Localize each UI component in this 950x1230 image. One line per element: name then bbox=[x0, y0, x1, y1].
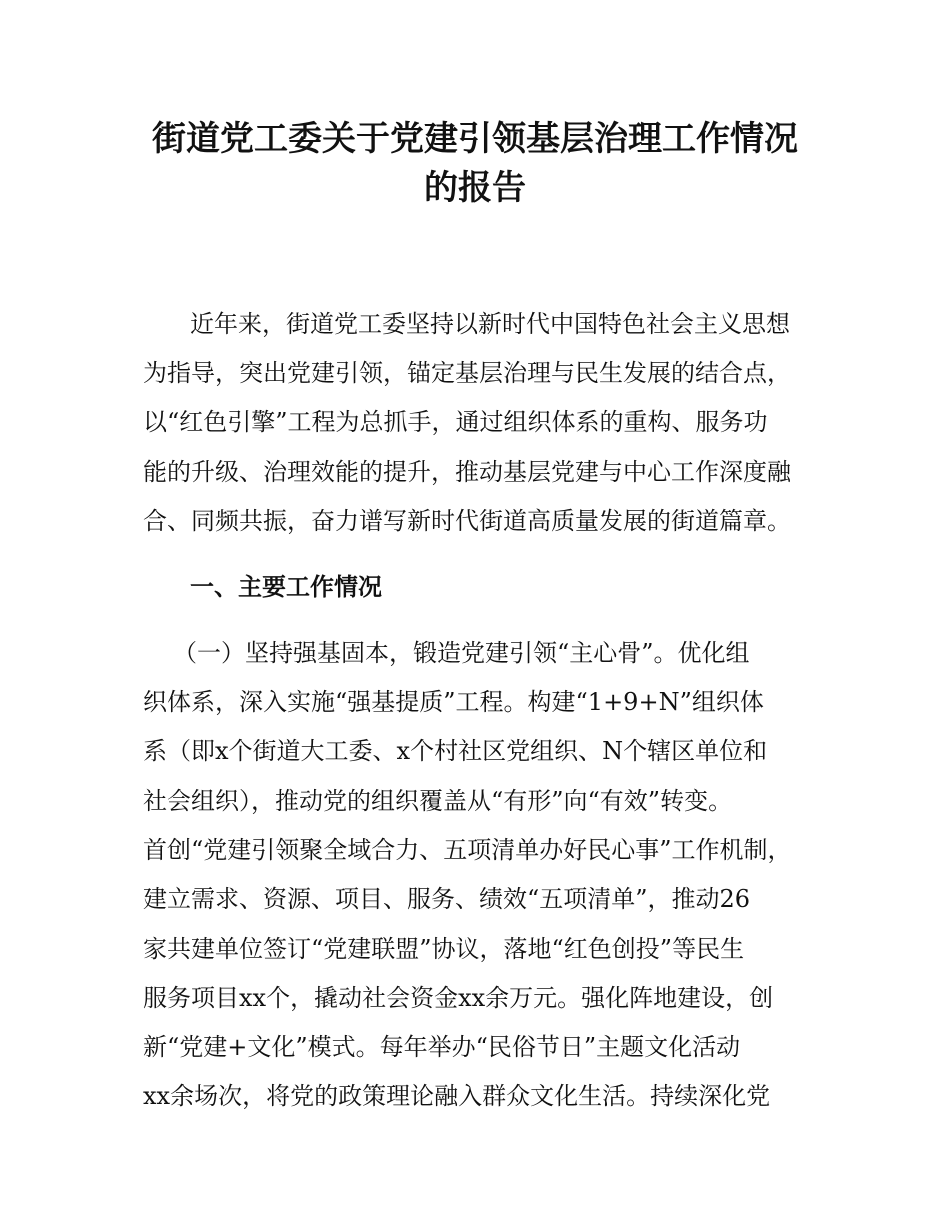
paragraph-line: 织体系，深入实施“强基提质”工程。构建“1+9+N”组织体 bbox=[143, 688, 764, 716]
paragraph-line: 家共建单位签订“党建联盟”协议，落地“红色创投”等民生 bbox=[143, 935, 745, 963]
paragraph-line: 系（即x个街道大工委、x个村社区党组织、N个辖区单位和 bbox=[143, 737, 768, 765]
paragraph-line: （一）坚持强基固本，锻造党建引领“主心骨”。优化组 bbox=[173, 639, 750, 667]
paragraph-line: 合、同频共振，奋力谱写新时代街道高质量发展的街道篇章。 bbox=[143, 507, 791, 535]
paragraph-line: 为指导，突出党建引领，锚定基层治理与民生发展的结合点， bbox=[143, 359, 791, 387]
document-title-line-2: 的报告 bbox=[424, 168, 526, 208]
paragraph-line: 社会组织），推动党的组织覆盖从“有形”向“有效”转变。 bbox=[143, 787, 733, 815]
paragraph-line: 服务项目xx个，撬动社会资金xx余万元。强化阵地建设，创 bbox=[143, 984, 774, 1012]
document-title-line-1: 街道党工委关于党建引领基层治理工作情况 bbox=[152, 119, 798, 159]
paragraph-line: 以“红色引擎”工程为总抓手，通过组织体系的重构、服务功 bbox=[143, 408, 768, 436]
paragraph-line: xx余场次，将党的政策理论融入群众文化生活。持续深化党 bbox=[143, 1082, 771, 1110]
section-heading: 一、主要工作情况 bbox=[190, 573, 382, 601]
paragraph-line: 建立需求、资源、项目、服务、绩效“五项清单”，推动26 bbox=[143, 885, 751, 913]
paragraph-line: 首创“党建引领聚全域合力、五项清单办好民心事”工作机制， bbox=[143, 836, 792, 864]
paragraph-line: 近年来，街道党工委坚持以新时代中国特色社会主义思想 bbox=[190, 310, 790, 338]
paragraph-line: 能的升级、治理效能的提升，推动基层党建与中心工作深度融 bbox=[143, 458, 791, 486]
paragraph-line: 新“党建+文化”模式。每年举办“民俗节日”主题文化活动 bbox=[143, 1033, 741, 1061]
